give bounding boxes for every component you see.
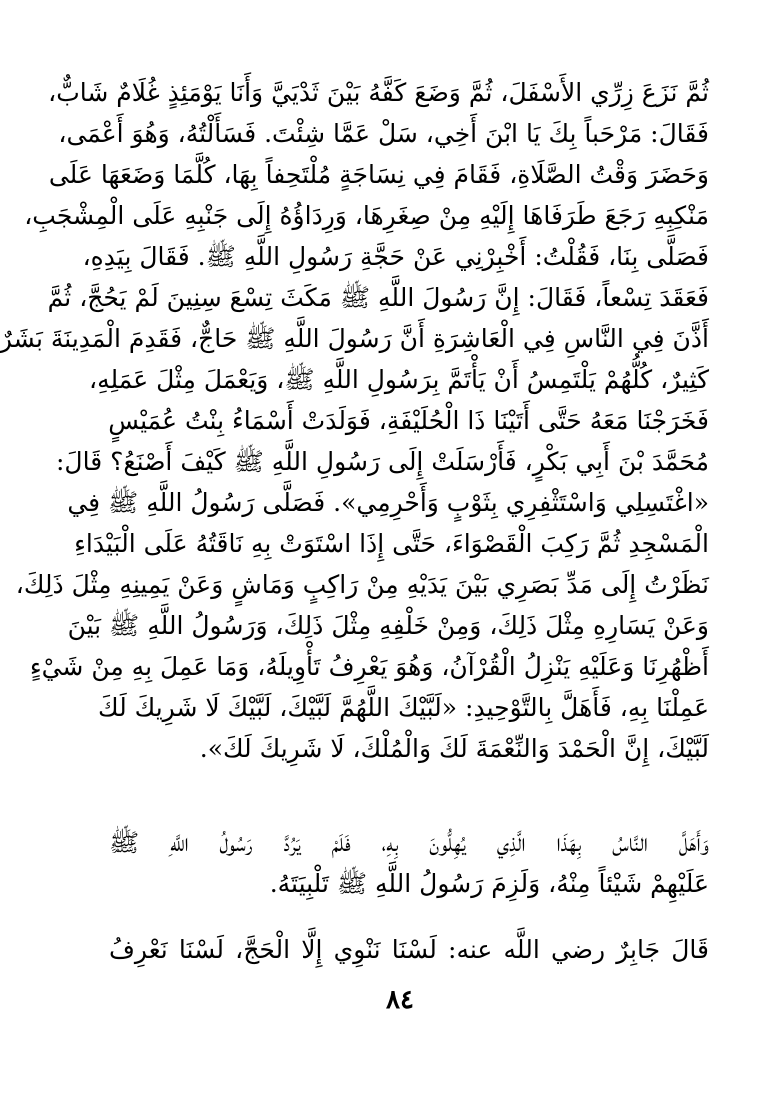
text-line: فَخَرَجْنَا مَعَهُ حَتَّى أَتَيْنَا ذَا الْحُلَيْفَةِ، فَوَلَدَتْ أَسْمَاءُ بِنْتُ عُمَيْسٍ: [108, 406, 709, 435]
paragraph-hadith-narration: [0, 72, 709, 769]
text-line: مُحَمَّدَ بْنَ أَبِي بَكْرٍ، فَأَرْسَلَتْ إِلَى رَسُولِ اللَّهِ ﷺ كَيْفَ أَصْنَعُ؟ قَالَ:: [55, 447, 709, 476]
text-line: عَمِلْنَا بِهِ، فَأَهَلَّ بِالتَّوْحِيدِ: «لَبَّيْكَ اللَّهُمَّ لَبَّيْكَ، لَبَّيْكَ لَا شَرِيكَ لَكَ: [98, 693, 709, 722]
text-line: فَصَلَّى بِنَا، فَقُلْتُ: أَخْبِرْنِي عَنْ حَجَّةِ رَسُولِ اللَّهِ ﷺ. فَقَالَ بِيَدِهِ،: [82, 242, 709, 271]
text-line: وَحَضَرَ وَقْتُ الصَّلَاةِ، فَقَامَ فِي نِسَاجَةٍ مُلْتَحِفاً بِهَا، كُلَّمَا وَضَعَهَا عَلَى: [48, 160, 709, 189]
text-line: أَظْهُرِنَا وَعَلَيْهِ يَنْزِلُ الْقُرْآنُ، وَهُوَ يَعْرِفُ تَأْوِيلَهُ، وَمَا عَمِلَ بِهِ مِنْ شَيْءٍ: [29, 652, 709, 681]
text-line: الْمَسْجِدِ ثُمَّ رَكِبَ الْقَصْوَاءَ، حَتَّى إِذَا اسْتَوَتْ بِهِ نَاقَتُهُ عَلَى الْبَيْدَاءِ: [74, 529, 709, 558]
text-line: مَنْكِبِهِ رَجَعَ طَرَفَاهَا إِلَيْهِ مِنْ صِغَرِهَا، وَرِدَاؤُهُ إِلَى جَنْبِهِ عَلَى الْمِشْجَبِ،: [24, 201, 709, 230]
text-line: لَبَّيْكَ، إِنَّ الْحَمْدَ وَالنِّعْمَةَ لَكَ وَالْمُلْكَ، لَا شَرِيكَ لَكَ».: [199, 734, 709, 763]
text-line: كَثِيرٌ، كُلُّهُمْ يَلْتَمِسُ أَنْ يَأْتَمَّ بِرَسُولِ اللَّهِ ﷺ، وَيَعْمَلَ مِثْلَ عَمَلِهِ،: [89, 365, 709, 394]
page-number: ٨٤: [386, 985, 414, 1015]
text-line: فَقَالَ: مَرْحَباً بِكَ يَا ابْنَ أَخِي، سَلْ عَمَّا شِئْتَ. فَسَأَلْتُهُ، وَهُوَ أَعْمَى،: [58, 119, 709, 148]
paragraph-jabir-statement: [109, 929, 709, 970]
text-line: فَعَقَدَ تِسْعاً، فَقَالَ: إِنَّ رَسُولَ اللَّهِ ﷺ مَكَثَ تِسْعَ سِنِينَ لَمْ يَحُجَّ، ثُمَّ: [47, 283, 709, 312]
text-line: نَظَرْتُ إِلَى مَدِّ بَصَرِي بَيْنَ يَدَيْهِ مِنْ رَاكِبٍ وَمَاشٍ وَعَنْ يَمِينِهِ مِثْلَ ذَلِكَ،: [15, 570, 709, 599]
text-line: ثُمَّ نَزَعَ زِرِّي الأَسْفَلَ، ثُمَّ وَضَعَ كَفَّهُ بَيْنَ ثَدْيَيَّ وَأَنَا يَوْمَئِذٍ غُلَامٌ شَابٌّ،: [48, 78, 709, 107]
text-line: قَالَ جَابِرٌ رضي اللَّه عنه: لَسْنَا نَنْوِي إِلَّا الْحَجَّ، لَسْنَا نَعْرِفُ: [109, 935, 709, 964]
text-line: وَأَهَلَّ النَّاسُ بِهَذَا الَّذِي يُهِلُّونَ بِهِ، فَلَمْ يَرُدَّ رَسُولُ اللَّهِ ﷺ: [109, 828, 709, 857]
text-line: «اغْتَسِلِي وَاسْتَثْفِرِي بِثَوْبٍ وَأَحْرِمِي». فَصَلَّى رَسُولُ اللَّهِ ﷺ فِي: [67, 488, 709, 517]
text-line: أَذَّنَ فِي النَّاسِ فِي الْعَاشِرَةِ أَنَّ رَسُولَ اللَّهِ ﷺ حَاجٌّ، فَقَدِمَ الْمَدِينَةَ بَشَرٌ: [0, 324, 709, 353]
paragraph-talbiyah-people: [109, 822, 709, 904]
text-line: عَلَيْهِمْ شَيْئاً مِنْهُ، وَلَزِمَ رَسُولُ اللَّهِ ﷺ تَلْبِيَتَهُ.: [269, 869, 709, 898]
text-line: وَعَنْ يَسَارِهِ مِثْلَ ذَلِكَ، وَمِنْ خَلْفِهِ مِثْلَ ذَلِكَ، وَرَسُولُ اللَّهِ ﷺ بَيْنَ: [67, 611, 709, 640]
